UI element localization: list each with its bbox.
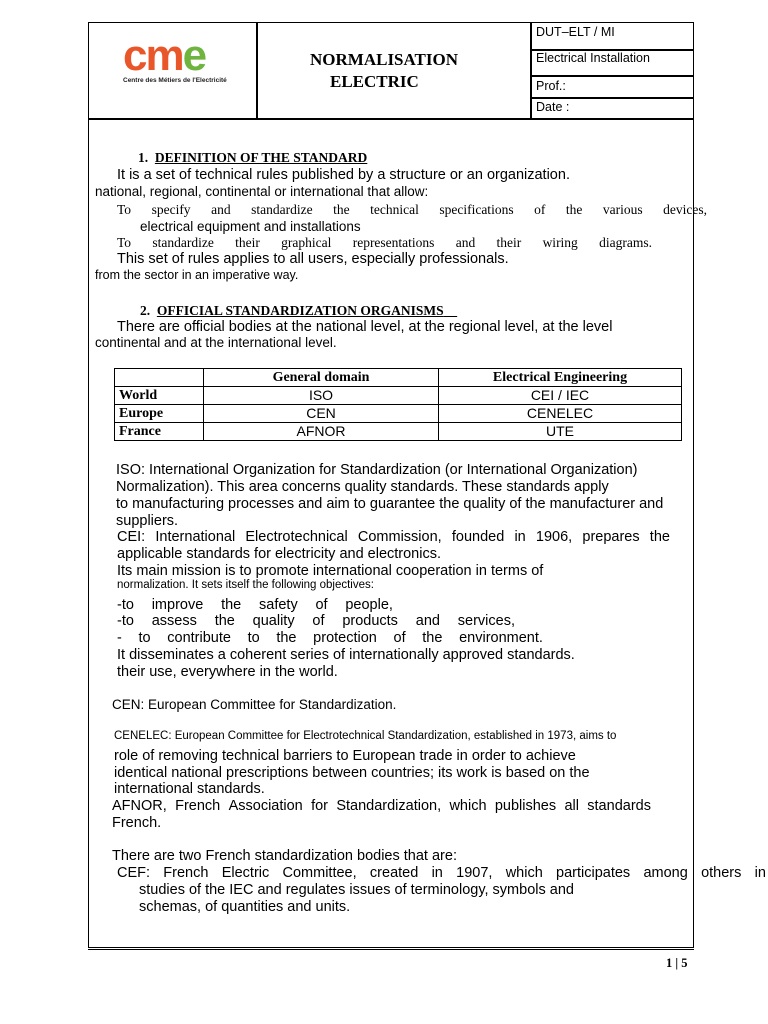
logo-letter-c: c xyxy=(123,31,146,80)
afnor-line2: French. xyxy=(112,815,162,831)
word: their xyxy=(235,235,260,250)
word: the xyxy=(565,202,583,217)
cenelec-line4: international standards. xyxy=(114,781,265,797)
word: participates xyxy=(556,865,631,881)
table-cell: UTE xyxy=(439,423,682,441)
word: wiring xyxy=(542,235,578,250)
word: standardize xyxy=(152,235,214,250)
section2-p1: There are official bodies at the national level, at the regional level, at the level xyxy=(117,319,613,335)
word: the xyxy=(276,630,297,646)
header-divider-left xyxy=(256,22,258,119)
word: Standardization, xyxy=(336,798,442,814)
logo-letter-m: m xyxy=(145,31,183,80)
iso-line4: suppliers. xyxy=(116,513,179,529)
word: Electric xyxy=(221,865,270,881)
field-prof: Prof.: xyxy=(536,79,566,93)
field-course: DUT–ELT / MI xyxy=(536,25,615,39)
cei-line2: applicable standards for electricity and electronics. xyxy=(117,546,441,562)
cef-line1 xyxy=(117,865,766,881)
word: in xyxy=(431,865,443,881)
word: representations xyxy=(352,235,435,250)
table-cell: CEN xyxy=(204,405,439,423)
word: publishes xyxy=(494,798,557,814)
word: specify xyxy=(151,202,191,217)
word: their xyxy=(496,235,522,250)
word: graphical xyxy=(281,235,332,250)
word: assess xyxy=(151,613,197,629)
word: the xyxy=(221,597,242,613)
cei-line6: their use, everywhere in the world. xyxy=(117,664,338,680)
objective-3 xyxy=(117,630,543,646)
word: and xyxy=(415,613,440,629)
section2-number: 2. xyxy=(140,303,151,318)
section2-heading xyxy=(140,303,457,319)
word: all xyxy=(564,798,579,814)
cei-line1 xyxy=(117,529,670,545)
word: in xyxy=(514,529,526,545)
standards-table xyxy=(114,368,682,441)
table-row-label: World xyxy=(115,387,204,405)
word: - xyxy=(117,630,122,646)
word: of xyxy=(393,630,406,646)
word: products xyxy=(342,613,398,629)
iso-line3: to manufacturing processes and aim to guarantee the quality of the manufacturer and xyxy=(116,496,664,512)
header-field-rule-2 xyxy=(530,75,694,77)
word: of xyxy=(534,202,546,217)
word: standardize xyxy=(251,202,313,217)
word: French xyxy=(175,798,221,814)
logo-letters xyxy=(123,31,206,80)
word: CEF: xyxy=(117,865,151,881)
word: protection xyxy=(313,630,377,646)
word: which xyxy=(449,798,487,814)
word: to xyxy=(138,630,151,646)
word: Association xyxy=(228,798,303,814)
section1-p3: This set of rules applies to all users, especially professionals. xyxy=(117,251,509,267)
word: To xyxy=(117,235,132,250)
word: improve xyxy=(151,597,204,613)
header-bottom-rule xyxy=(88,118,694,120)
section1-heading xyxy=(138,150,367,166)
word: environment. xyxy=(459,630,543,646)
word: -to xyxy=(117,597,134,613)
word: founded xyxy=(451,529,505,545)
section1-p1: It is a set of technical rules published by a structure or an organization. xyxy=(117,167,570,183)
footer-rule xyxy=(88,949,694,950)
cei-line5: It disseminates a coherent series of internationally approved standards. xyxy=(117,647,575,663)
table-row-label: France xyxy=(115,423,204,441)
word: of xyxy=(315,597,328,613)
cenelec-line3: identical national prescriptions between countries; its work is based on the xyxy=(114,765,590,781)
word: prepares xyxy=(582,529,640,545)
word: Commission, xyxy=(357,529,442,545)
word: contribute xyxy=(167,630,231,646)
cenelec-line1: CENELEC: European Committee for Electrotechnical Standardization, established in 1973, aims to xyxy=(114,730,617,742)
word: CEI: xyxy=(117,529,146,545)
iso-line2: Normalization). This area concerns quality standards. These standards apply xyxy=(116,479,609,495)
word: services, xyxy=(457,613,515,629)
word: for xyxy=(311,798,328,814)
header-divider-right xyxy=(530,22,532,119)
cef-line2: studies of the IEC and regulates issues of terminology, symbols and xyxy=(139,882,574,898)
cen-line: CEN: European Committee for Standardization. xyxy=(112,697,397,712)
word: To xyxy=(117,202,132,217)
word: and xyxy=(211,202,231,217)
word: 1906, xyxy=(535,529,573,545)
table-cell: CEI / IEC xyxy=(439,387,682,405)
doc-title-line1: NORMALISATION xyxy=(310,50,458,69)
page-number: 1 | 5 xyxy=(666,956,688,970)
header-field-rule-3 xyxy=(530,97,694,99)
section1-li1-cont: electrical equipment and installations xyxy=(140,219,361,234)
word: devices, xyxy=(663,202,707,217)
section2-p2: continental and at the international level. xyxy=(95,335,337,350)
word: the xyxy=(422,630,443,646)
word: French xyxy=(163,865,209,881)
iso-line1: ISO: International Organization for Standardization (or International Organization) xyxy=(116,462,638,478)
section1-li2 xyxy=(117,235,652,251)
table-row xyxy=(115,387,682,405)
field-date: Date : xyxy=(536,100,570,114)
word: various xyxy=(602,202,643,217)
section1-p4: from the sector in an imperative way. xyxy=(95,268,299,282)
table-header-cell: General domain xyxy=(204,369,439,387)
word: and xyxy=(455,235,476,250)
section1-number: 1. xyxy=(138,150,149,165)
word: -to xyxy=(117,613,134,629)
afnor-line1 xyxy=(112,798,651,814)
doc-title-line2: ELECTRIC xyxy=(330,72,419,91)
word: others xyxy=(701,865,742,881)
word: diagrams. xyxy=(599,235,652,250)
two-bodies-line: There are two French standardization bodies that are: xyxy=(112,848,457,864)
word: the xyxy=(333,202,350,217)
table-header-row xyxy=(115,369,682,387)
word: people, xyxy=(345,597,393,613)
objective-1 xyxy=(117,597,393,613)
word: the xyxy=(214,613,235,629)
word: standards xyxy=(587,798,651,814)
field-subject: Electrical Installation xyxy=(536,51,650,65)
word: Electrotechnical xyxy=(245,529,348,545)
table-row xyxy=(115,405,682,423)
cenelec-line2: role of removing technical barriers to European trade in order to achieve xyxy=(114,748,576,764)
cei-line3: Its main mission is to promote international cooperation in terms of xyxy=(117,563,544,579)
word: AFNOR, xyxy=(112,798,167,814)
table-cell: AFNOR xyxy=(204,423,439,441)
table-cell: CENELEC xyxy=(439,405,682,423)
logo-letter-e: e xyxy=(182,31,206,80)
cei-line4: normalization. It sets itself the following objectives: xyxy=(117,579,374,591)
table-cell: ISO xyxy=(204,387,439,405)
table-row xyxy=(115,423,682,441)
section1-title: DEFINITION OF THE STANDARD xyxy=(154,150,368,165)
objective-2 xyxy=(117,613,515,629)
word: in xyxy=(754,865,766,881)
word: International xyxy=(155,529,236,545)
word: 1907, xyxy=(456,865,493,881)
word: of xyxy=(312,613,325,629)
word: created xyxy=(369,865,419,881)
word: the xyxy=(649,529,670,545)
word: technical xyxy=(370,202,419,217)
section1-p2: national, regional, continental or international that allow: xyxy=(95,184,429,199)
word: quality xyxy=(252,613,295,629)
word: safety xyxy=(259,597,298,613)
word: to xyxy=(247,630,260,646)
cef-line3: schemas, of quantities and units. xyxy=(139,899,351,915)
table-row-label: Europe xyxy=(115,405,204,423)
section1-li1 xyxy=(117,202,707,218)
logo-caption: Centre des Métiers de l'Electricité xyxy=(123,77,227,84)
section2-title: OFFICIAL STANDARDIZATION ORGANISMS xyxy=(156,303,444,318)
word: Committee, xyxy=(282,865,357,881)
word: which xyxy=(505,865,543,881)
word: among xyxy=(643,865,688,881)
word: specifications xyxy=(439,202,514,217)
table-header-cell: Electrical Engineering xyxy=(439,369,682,387)
table-header-cell xyxy=(115,369,204,387)
